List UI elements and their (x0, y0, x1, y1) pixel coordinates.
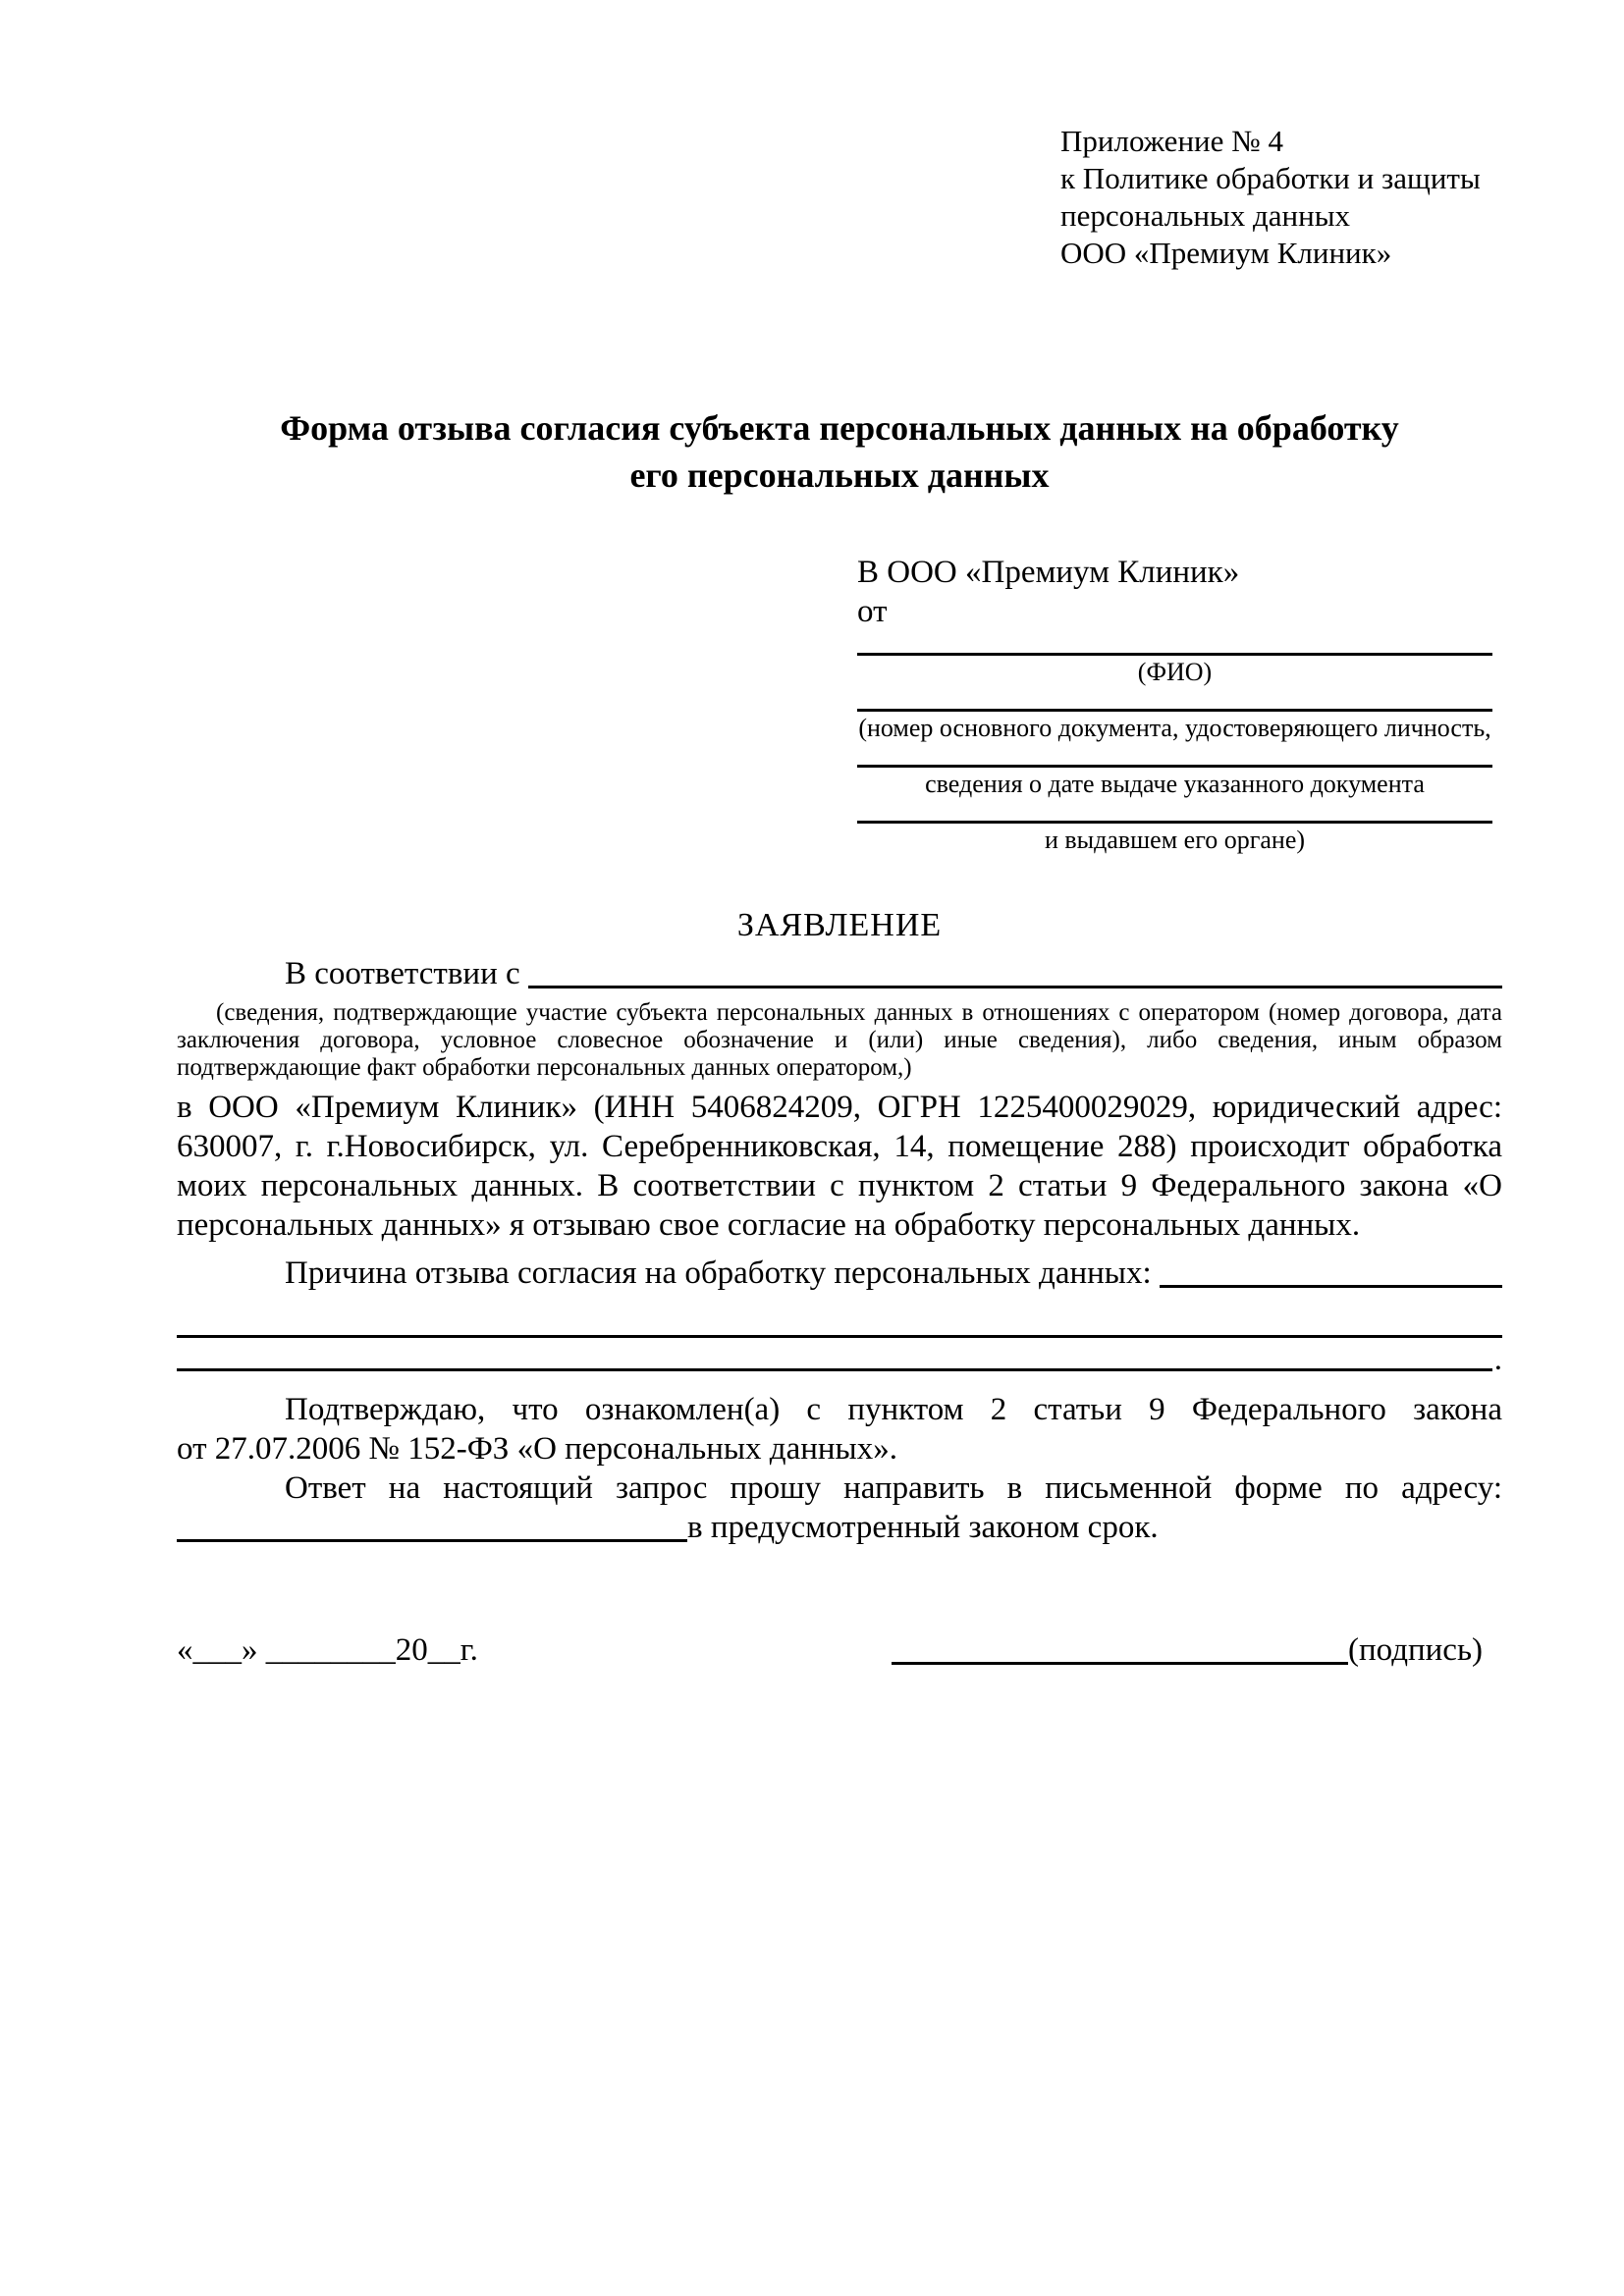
addressee-from: от (857, 594, 888, 629)
accordance-row (177, 955, 1502, 993)
reason-prefix: Причина отзыва согласия на обработку персональных данных: (285, 1255, 1152, 1291)
reply-prefix: Ответ на настоящий запрос прошу направить в письменной форме по адресу: (285, 1470, 1502, 1506)
accordance-blank-line (528, 986, 1502, 988)
reply-address-row (177, 1508, 1502, 1547)
signature-blank-line (892, 1662, 1348, 1665)
document-title-line: его персональных данных (629, 455, 1050, 495)
appendix-line: ООО «Премиум Клиник» (1060, 236, 1392, 270)
document-number-caption: (номер основного документа, удостоверяющего личность, (858, 714, 1491, 742)
reason-blank-line-short (1160, 1285, 1502, 1288)
fio-caption: (ФИО) (1137, 658, 1213, 686)
appendix-line: к Политике обработки и защиты (1060, 161, 1481, 195)
reply-suffix: в предусмотренный законом срок. (687, 1510, 1159, 1545)
reason-blank-line-2 (177, 1338, 1502, 1376)
addressee-to: В ООО «Премиум Клиник» (857, 555, 1240, 590)
issue-date-field (857, 765, 1492, 799)
addressee-block (857, 553, 1492, 855)
blank-line-terminator: . (1493, 1342, 1502, 1377)
reason-blank-line-1 (177, 1303, 1502, 1338)
fine-print-note: (сведения, подтверждающие участие субъекта персональных данных в отношениях с оператором (номер договора, дата заключения договора, условное словесное обозначение и (или) иные сведения), либо сведения, иным образом подтверждающие факт обработки персональных данных оператором,) (177, 999, 1502, 1081)
address-blank-line (177, 1539, 687, 1542)
signature-row (177, 1630, 1502, 1670)
statement-body: в ООО «Премиум Клиник» (ИНН 5406824209, ОГРН 1225400029029, юридический адрес: 630007, г. г.Новосибирск, ул. Серебренниковская, 14, помещение 288) происходит обработка моих персональных данных. В соответствии с пунктом 2 статьи 9 Федерального закона «О персональных данных» я отзываю свое согласие на обработку персональных данных. (177, 1090, 1502, 1243)
confirm-line-1: Подтверждаю, что ознакомлен(а) с пунктом 2 статьи 9 Федерального закона (285, 1392, 1502, 1427)
fio-field (857, 653, 1492, 687)
issuing-authority-field (857, 821, 1492, 855)
appendix-line: персональных данных (1060, 198, 1351, 233)
signature-caption: (подпись) (1348, 1632, 1483, 1668)
date-line: «___» ________20__г. (177, 1632, 478, 1668)
reason-blank-line-2-rule (177, 1368, 1492, 1371)
document-number-field (857, 709, 1492, 743)
document-title-line: Форма отзыва согласия субъекта персональных данных на обработку (280, 408, 1399, 448)
document-title (177, 404, 1502, 499)
appendix-block (1060, 123, 1502, 272)
appendix-line: Приложение № 4 (1060, 124, 1283, 158)
reason-row (177, 1255, 1502, 1293)
confirm-line-2: от 27.07.2006 № 152-ФЗ «О персональных данных». (177, 1431, 897, 1467)
accordance-prefix: В соответствии с (285, 956, 520, 991)
issuing-authority-caption: и выдавшем его органе) (1044, 826, 1306, 854)
issue-date-caption: сведения о дате выдаче указанного документа (925, 770, 1425, 798)
signature-area (892, 1630, 1483, 1670)
statement-heading: ЗАЯВЛЕНИЕ (736, 907, 943, 943)
